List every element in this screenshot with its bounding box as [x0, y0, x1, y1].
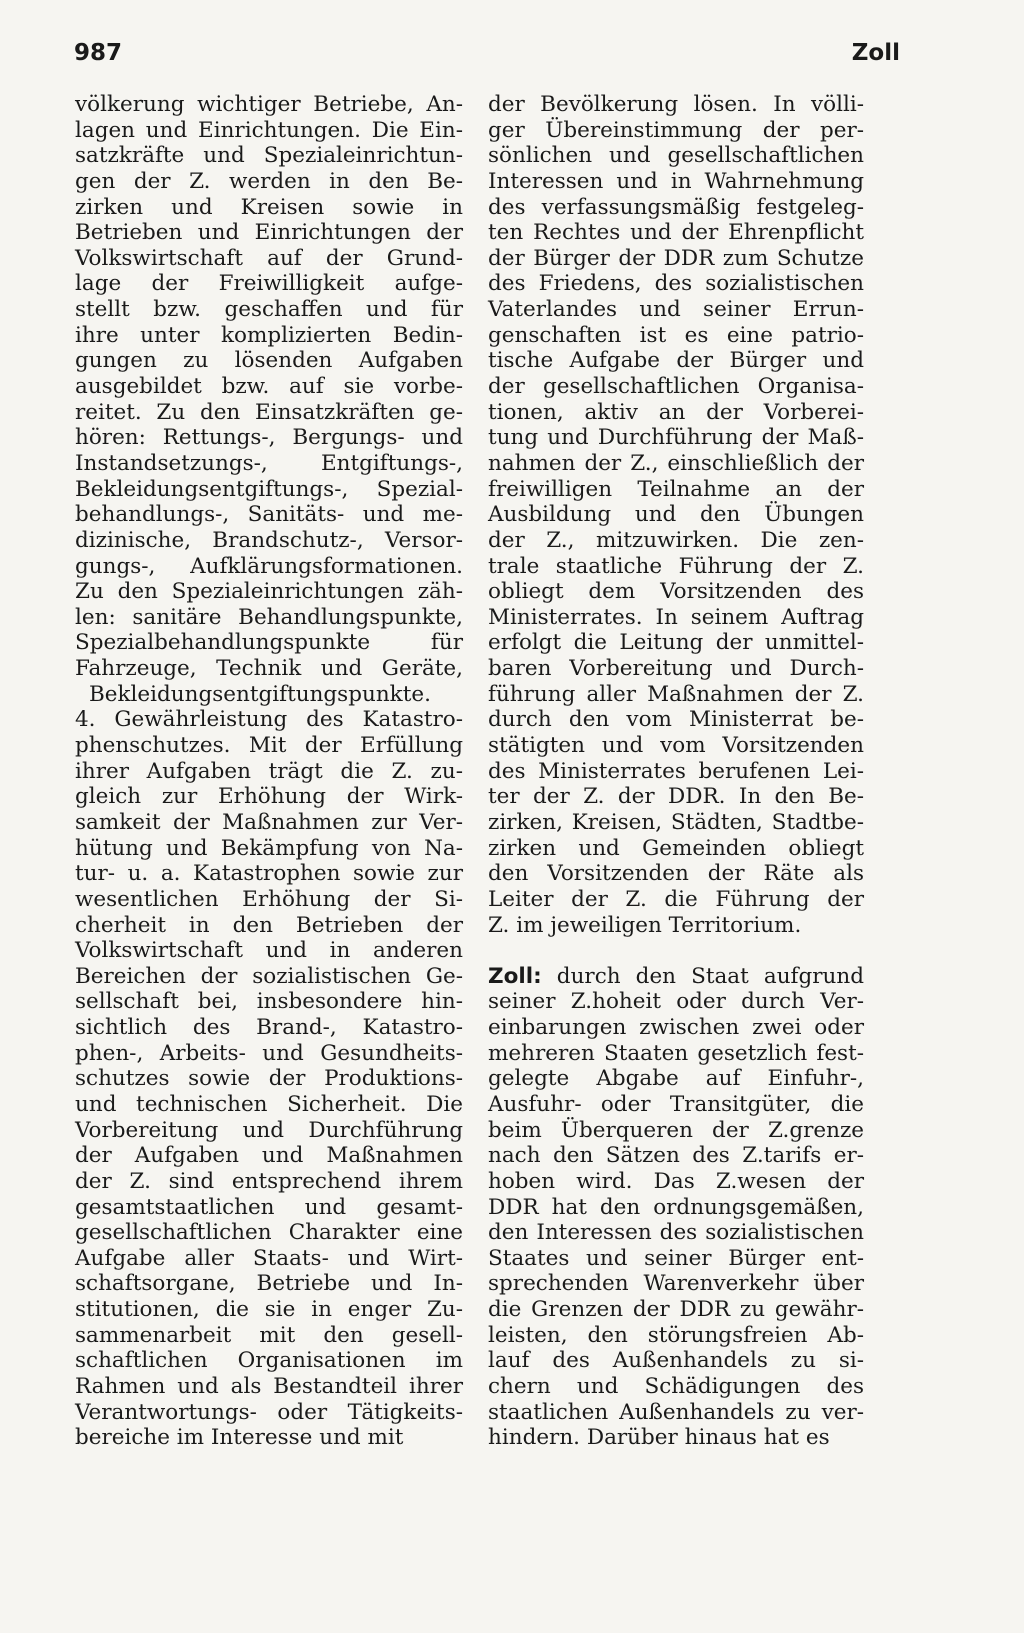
text-line: chern und Schädigungen des: [488, 1374, 864, 1400]
entry-first-line: [488, 964, 864, 990]
text-line: Ministerrates. In seinem Auftrag: [488, 604, 864, 630]
text-line: Interessen und in Wahrnehmung: [488, 168, 864, 194]
text-line: der Aufgaben und Maßnahmen: [75, 1143, 463, 1169]
text-line: sammenarbeit mit den gesell-: [75, 1322, 463, 1348]
text-line: freiwilligen Teilnahme an der: [488, 476, 864, 502]
text-line: Bereichen der sozialistischen Ge-: [75, 963, 463, 989]
text-line: hütung und Bekämpfung von Na-: [75, 835, 463, 861]
entry-gap: [488, 938, 864, 964]
text-line: sichtlich des Brand-, Katastro-: [75, 1015, 463, 1041]
page-number: 987: [74, 40, 123, 66]
text-line: Volkswirtschaft und in anderen: [75, 938, 463, 964]
text-line: gungs-, Aufklärungsformationen.: [75, 553, 463, 579]
text-line: Instandsetzungs-, Entgiftungs-,: [75, 450, 463, 476]
text-line: mehreren Staaten gesetzlich fest-: [488, 1040, 864, 1066]
text-line: gungen zu lösenden Aufgaben: [75, 348, 463, 374]
text-line: genschaften ist es eine patrio-: [488, 322, 864, 348]
text-line: cherheit in den Betrieben der: [75, 912, 463, 938]
text-line: sprechenden Warenverkehr über: [488, 1271, 864, 1297]
text-line: ten Rechtes und der Ehrenpflicht: [488, 220, 864, 246]
text-line: Verantwortungs- oder Tätigkeits-: [75, 1399, 463, 1425]
text-line: völkerung wichtiger Betriebe, An-: [75, 92, 463, 117]
text-line: nahmen der Z., einschließlich der: [488, 450, 864, 476]
text-line: Ausfuhr- oder Transitgüter, die: [488, 1091, 864, 1117]
text-line: sönlichen und gesellschaftlichen: [488, 143, 864, 169]
text-line: den Vorsitzenden der Räte als: [488, 861, 864, 887]
text-line: behandlungs-, Sanitäts- und me-: [75, 502, 463, 528]
text-line: führung aller Maßnahmen der Z.: [488, 681, 864, 707]
text-line: hören: Rettungs-, Bergungs- und: [75, 425, 463, 451]
text-line: phen-, Arbeits- und Gesundheits-: [75, 1040, 463, 1066]
text-line: Z. im jeweiligen Territorium.: [488, 912, 802, 938]
text-line: Staates und seiner Bürger ent-: [488, 1245, 864, 1271]
text-line: satzkräfte und Spezialeinrichtun-: [75, 143, 463, 169]
entry-first-line-text: durch den Staat aufgrund: [541, 963, 864, 989]
text-line: erfolgt die Leitung der unmittel-: [488, 630, 864, 656]
text-line: gleich zur Erhöhung der Wirk-: [75, 784, 463, 810]
running-head: Zoll: [851, 40, 900, 66]
text-line: hindern. Darüber hinaus hat es: [488, 1425, 830, 1451]
text-line: durch den vom Ministerrat be-: [488, 707, 864, 733]
text-line: bereiche im Interesse und mit: [75, 1425, 404, 1451]
text-line: stellt bzw. geschaffen und für: [75, 297, 463, 323]
text-line: seiner Z.hoheit oder durch Ver-: [488, 989, 864, 1015]
text-line: der Bürger der DDR zum Schutze: [488, 245, 864, 271]
text-line: ger Übereinstimmung der per-: [488, 117, 864, 143]
text-line: tionen, aktiv an der Vorberei-: [488, 399, 864, 425]
text-line: und technischen Sicherheit. Die: [75, 1091, 463, 1117]
text-line: ihre unter komplizierten Bedin-: [75, 322, 463, 348]
text-line: Spezialbehandlungspunkte für: [75, 630, 463, 656]
text-line: 4. Gewährleistung des Katastro-: [75, 707, 463, 733]
text-line: Volkswirtschaft auf der Grund-: [75, 245, 463, 271]
text-line: stätigten und vom Vorsitzenden: [488, 733, 864, 759]
text-line: ihrer Aufgaben trägt die Z. zu-: [75, 758, 463, 784]
text-line: staatlichen Außenhandels zu ver-: [488, 1399, 864, 1425]
text-line: wesentlichen Erhöhung der Si-: [75, 886, 463, 912]
text-line: Leiter der Z. die Führung der: [488, 886, 864, 912]
text-line: sellschaft bei, insbesondere hin-: [75, 989, 463, 1015]
text-line: schutzes sowie der Produktions-: [75, 1066, 463, 1092]
text-line: Fahrzeuge, Technik und Geräte,: [75, 656, 463, 682]
text-line: Vorbereitung und Durchführung: [75, 1117, 463, 1143]
text-line: lage der Freiwilligkeit aufge-: [75, 271, 463, 297]
text-line: phenschutzes. Mit der Erfüllung: [75, 733, 463, 759]
text-line: stitutionen, die sie in enger Zu-: [75, 1297, 463, 1323]
text-line: tur- u. a. Katastrophen sowie zur: [75, 861, 463, 887]
text-line: gesamtstaatlichen und gesamt-: [75, 1194, 463, 1220]
text-line: des Ministerrates berufenen Lei-: [488, 758, 864, 784]
text-line: schaftlichen Organisationen im: [75, 1348, 463, 1374]
text-line: Rahmen und als Bestandteil ihrer: [75, 1374, 463, 1400]
text-line: des Friedens, des sozialistischen: [488, 271, 864, 297]
text-line: des verfassungsmäßig festgeleg-: [488, 194, 864, 220]
text-line: nach den Sätzen des Z.tarifs er-: [488, 1143, 864, 1169]
text-line: Zu den Spezialeinrichtungen zäh-: [75, 579, 463, 605]
text-line: ausgebildet bzw. auf sie vorbe-: [75, 374, 463, 400]
text-line: len: sanitäre Behandlungspunkte,: [75, 604, 463, 630]
text-line: gen der Z. werden in den Be-: [75, 168, 463, 194]
text-line: Vaterlandes und seiner Errun-: [488, 297, 864, 323]
right-column: [488, 92, 864, 1451]
text-line: DDR hat den ordnungsgemäßen,: [488, 1194, 864, 1220]
text-line: den Interessen des sozialistischen: [488, 1220, 864, 1246]
text-line: beim Überqueren der Z.grenze: [488, 1117, 864, 1143]
text-line: zirken und Kreisen sowie in: [75, 194, 463, 220]
text-line: Bekleidungsentgiftungspunkte.: [89, 681, 431, 707]
text-line: der Z. sind entsprechend ihrem: [75, 1168, 463, 1194]
text-line: zirken und Gemeinden obliegt: [488, 835, 864, 861]
zoll-entry: [488, 964, 864, 1451]
entry-headword: Zoll:: [488, 963, 542, 989]
right-column-continuation: [488, 92, 864, 938]
text-line: einbarungen zwischen zwei oder: [488, 1015, 864, 1041]
text-line: Ausbildung und den Übungen: [488, 502, 864, 528]
text-line: gesellschaftlichen Charakter eine: [75, 1220, 463, 1246]
text-line: hoben wird. Das Z.wesen der: [488, 1168, 864, 1194]
text-line: lagen und Einrichtungen. Die Ein-: [75, 117, 463, 143]
text-line: tung und Durchführung der Maß-: [488, 425, 864, 451]
left-column: [75, 92, 463, 1451]
text-line: leisten, den störungsfreien Ab-: [488, 1322, 864, 1348]
text-line: baren Vorbereitung und Durch-: [488, 656, 864, 682]
text-line: der Bevölkerung lösen. In völli-: [488, 92, 864, 117]
text-line: ter der Z. der DDR. In den Be-: [488, 784, 864, 810]
text-line: lauf des Außenhandels zu si-: [488, 1348, 864, 1374]
text-line: tische Aufgabe der Bürger und: [488, 348, 864, 374]
text-line: Aufgabe aller Staats- und Wirt-: [75, 1245, 463, 1271]
text-line: zirken, Kreisen, Städten, Stadtbe-: [488, 809, 864, 835]
text-line: Bekleidungsentgiftungs-, Spezial-: [75, 476, 463, 502]
text-line: reitet. Zu den Einsatzkräften ge-: [75, 399, 463, 425]
text-line: die Grenzen der DDR zu gewähr-: [488, 1297, 864, 1323]
text-line: Betrieben und Einrichtungen der: [75, 220, 463, 246]
text-line: schaftsorgane, Betriebe und In-: [75, 1271, 463, 1297]
text-line: der Z., mitzuwirken. Die zen-: [488, 527, 864, 553]
text-line: obliegt dem Vorsitzenden des: [488, 579, 864, 605]
text-line: samkeit der Maßnahmen zur Ver-: [75, 809, 463, 835]
text-line: dizinische, Brandschutz-, Versor-: [75, 527, 463, 553]
text-line: trale staatliche Führung der Z.: [488, 553, 864, 579]
text-line: der gesellschaftlichen Organisa-: [488, 374, 864, 400]
text-line: gelegte Abgabe auf Einfuhr-,: [488, 1066, 864, 1092]
